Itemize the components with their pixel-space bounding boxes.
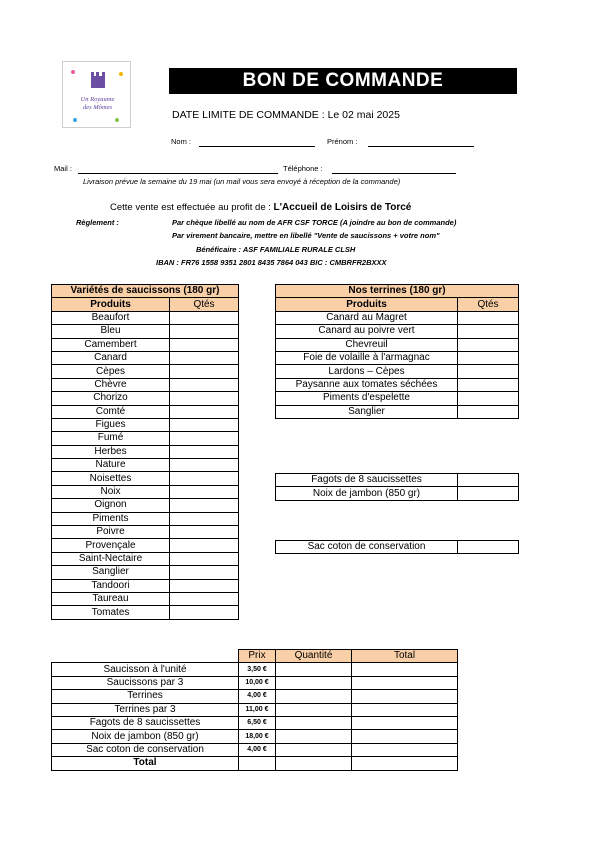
saucisson-product: Figues [52, 418, 170, 431]
table-row [52, 676, 458, 689]
page-title: BON DE COMMANDE [169, 68, 517, 94]
decor-dot-icon [119, 72, 123, 76]
total-quantity-cell[interactable] [276, 757, 352, 770]
table-row [276, 365, 519, 378]
saucisson-product: Tomates [52, 606, 170, 619]
terrine-product: Lardons – Cèpes [276, 365, 458, 378]
price-row-price: 4,00 € [239, 690, 276, 703]
saucisson-product: Beaufort [52, 311, 170, 324]
saucisson-product: Noisettes [52, 472, 170, 485]
saucisson-qty-cell[interactable] [170, 432, 239, 445]
saucisson-product: Bleu [52, 325, 170, 338]
table-row [276, 351, 519, 364]
table-row [52, 365, 239, 378]
price-row-quantity-cell[interactable] [276, 716, 352, 729]
table-row [52, 351, 239, 364]
table-row [52, 552, 239, 565]
price-row-total-cell[interactable] [352, 716, 458, 729]
terrine-product: Chevreuil [276, 338, 458, 351]
saucisson-qty-cell[interactable] [170, 405, 239, 418]
terrine-qty-cell[interactable] [458, 311, 519, 324]
table-row [52, 579, 239, 592]
bag-qty-cell[interactable] [458, 541, 519, 554]
bag-table [275, 540, 519, 554]
table-row [52, 459, 239, 472]
nom-label: Nom : [171, 137, 192, 146]
saucisson-product: Provençale [52, 539, 170, 552]
prices-col-total: Total [352, 650, 458, 663]
payment-virement: Par virement bancaire, mettre en libellé "Vente de saucissons + votre nom" [172, 231, 440, 240]
price-row-quantity-cell[interactable] [276, 663, 352, 676]
table-row [52, 392, 239, 405]
table-row [52, 499, 239, 512]
table-row [52, 472, 239, 485]
profit-line [110, 202, 411, 213]
prices-col-prix: Prix [239, 650, 276, 663]
saucissons-table [51, 284, 239, 620]
mail-field[interactable] [78, 173, 278, 174]
order-deadline: DATE LIMITE DE COMMANDE : Le 02 mai 2025 [172, 109, 400, 121]
saucisson-qty-cell[interactable] [170, 566, 239, 579]
saucisson-product: Saint-Nectaire [52, 552, 170, 565]
saucisson-qty-cell[interactable] [170, 526, 239, 539]
terrine-qty-cell[interactable] [458, 378, 519, 391]
price-row-total-cell[interactable] [352, 690, 458, 703]
saucisson-qty-cell[interactable] [170, 392, 239, 405]
table-row [52, 592, 239, 605]
table-row [52, 418, 239, 431]
terrine-qty-cell[interactable] [458, 405, 519, 418]
price-row-total-cell[interactable] [352, 743, 458, 756]
saucisson-product: Comté [52, 405, 170, 418]
prices-table [51, 649, 458, 771]
price-row-price: 10,00 € [239, 676, 276, 689]
saucisson-qty-cell[interactable] [170, 592, 239, 605]
price-row-label: Fagots de 8 saucissettes [52, 716, 239, 729]
table-row [52, 526, 239, 539]
saucisson-product: Nature [52, 459, 170, 472]
saucisson-product: Camembert [52, 338, 170, 351]
terrines-col-product: Produits [276, 298, 458, 311]
saucisson-product: Taureau [52, 592, 170, 605]
saucisson-qty-cell[interactable] [170, 365, 239, 378]
saucisson-qty-cell[interactable] [170, 472, 239, 485]
payment-iban: IBAN : FR76 1558 9351 2801 8435 7864 043 BIC : CMBRFR2BXXX [156, 258, 387, 267]
terrine-product: Canard au Magret [276, 311, 458, 324]
saucisson-product: Canard [52, 351, 170, 364]
total-amount-cell[interactable] [352, 757, 458, 770]
table-row [52, 730, 458, 743]
saucisson-product: Herbes [52, 445, 170, 458]
table-row [52, 338, 239, 351]
terrine-qty-cell[interactable] [458, 365, 519, 378]
decor-dot-icon [73, 118, 77, 122]
price-row-total-cell[interactable] [352, 730, 458, 743]
saucisson-product: Oignon [52, 499, 170, 512]
saucisson-product: Chorizo [52, 392, 170, 405]
terrine-product: Foie de volaille à l'armagnac [276, 351, 458, 364]
bag-product: Sac coton de conservation [276, 541, 458, 554]
table-row [52, 703, 458, 716]
table-row [52, 378, 239, 391]
saucisson-qty-cell[interactable] [170, 485, 239, 498]
logo-text-line1: Un Royaume [80, 96, 115, 103]
price-row-total-cell[interactable] [352, 676, 458, 689]
saucisson-qty-cell[interactable] [170, 418, 239, 431]
saucisson-qty-cell[interactable] [170, 512, 239, 525]
saucisson-qty-cell[interactable] [170, 351, 239, 364]
saucisson-qty-cell[interactable] [170, 552, 239, 565]
total-price-cell [239, 757, 276, 770]
saucisson-product: Chèvre [52, 378, 170, 391]
price-row-label: Saucisson à l'unité [52, 663, 239, 676]
saucisson-qty-cell[interactable] [170, 311, 239, 324]
price-row-price: 11,00 € [239, 703, 276, 716]
extra-product: Noix de jambon (850 gr) [276, 487, 458, 500]
terrine-product: Sanglier [276, 405, 458, 418]
terrine-qty-cell[interactable] [458, 392, 519, 405]
table-row [276, 405, 519, 418]
saucisson-product: Noix [52, 485, 170, 498]
price-row-price: 18,00 € [239, 730, 276, 743]
prenom-field[interactable] [368, 146, 474, 147]
terrine-product: Canard au poivre vert [276, 325, 458, 338]
price-row-quantity-cell[interactable] [276, 690, 352, 703]
castle-icon [91, 76, 105, 88]
table-row [276, 338, 519, 351]
terrine-qty-cell[interactable] [458, 325, 519, 338]
price-row-total-cell[interactable] [352, 703, 458, 716]
price-row-price: 4,00 € [239, 743, 276, 756]
table-row [52, 716, 458, 729]
saucisson-product: Cèpes [52, 365, 170, 378]
price-row-quantity-cell[interactable] [276, 743, 352, 756]
saucisson-qty-cell[interactable] [170, 606, 239, 619]
nom-field[interactable] [199, 146, 315, 147]
payment-label: Règlement : [76, 218, 119, 227]
table-row [276, 325, 519, 338]
table-row [52, 566, 239, 579]
terrine-qty-cell[interactable] [458, 338, 519, 351]
saucissons-col-qty: Qtés [170, 298, 239, 311]
table-row [52, 445, 239, 458]
table-row [52, 606, 239, 619]
price-row-label: Terrines par 3 [52, 703, 239, 716]
telephone-label: Téléphone : [283, 164, 323, 173]
table-row [276, 311, 519, 324]
table-row [52, 405, 239, 418]
terrines-table-title: Nos terrines (180 gr) [276, 285, 519, 298]
table-row [52, 690, 458, 703]
saucisson-product: Fumé [52, 432, 170, 445]
delivery-note: Livraison prévue la semaine du 19 mai (un mail vous sera envoyé à réception de la commande) [83, 177, 401, 186]
price-row-label: Sac coton de conservation [52, 743, 239, 756]
terrine-product: Paysanne aux tomates séchées [276, 378, 458, 391]
decor-dot-icon [115, 118, 119, 122]
saucisson-product: Poivre [52, 526, 170, 539]
extras-table [275, 473, 519, 501]
terrine-qty-cell[interactable] [458, 351, 519, 364]
price-row-label: Noix de jambon (850 gr) [52, 730, 239, 743]
table-row [52, 743, 458, 756]
total-label: Total [52, 757, 239, 770]
table-row [52, 432, 239, 445]
total-row [52, 757, 458, 770]
terrines-col-qty: Qtés [458, 298, 519, 311]
saucisson-product: Tandoori [52, 579, 170, 592]
table-row [52, 512, 239, 525]
prices-col-quantite: Quantité [276, 650, 352, 663]
table-row [52, 539, 239, 552]
saucisson-qty-cell[interactable] [170, 539, 239, 552]
table-row [52, 325, 239, 338]
price-row-label: Terrines [52, 690, 239, 703]
extra-product: Fagots de 8 saucissettes [276, 474, 458, 487]
list-item [276, 541, 519, 554]
price-row-price: 3,50 € [239, 663, 276, 676]
mail-label: Mail : [54, 164, 72, 173]
terrine-product: Piments d'espelette [276, 392, 458, 405]
saucissons-table-title: Variétés de saucissons (180 gr) [52, 285, 239, 298]
table-row [276, 378, 519, 391]
table-row [276, 392, 519, 405]
saucisson-qty-cell[interactable] [170, 579, 239, 592]
table-row [52, 663, 458, 676]
payment-beneficiaire: Bénéficaire : ASF FAMILIALE RURALE CLSH [196, 245, 356, 254]
price-row-quantity-cell[interactable] [276, 703, 352, 716]
profit-text: Cette vente est effectuée au profit de : [110, 202, 271, 213]
prenom-label: Prénom : [327, 137, 358, 146]
saucisson-qty-cell[interactable] [170, 445, 239, 458]
logo [62, 61, 131, 128]
extra-qty-cell[interactable] [458, 474, 519, 487]
saucisson-qty-cell[interactable] [170, 325, 239, 338]
table-row [52, 485, 239, 498]
price-row-label: Saucissons par 3 [52, 676, 239, 689]
decor-dot-icon [71, 70, 75, 74]
price-row-quantity-cell[interactable] [276, 730, 352, 743]
saucisson-product: Piments [52, 512, 170, 525]
table-row [276, 474, 519, 487]
saucisson-qty-cell[interactable] [170, 338, 239, 351]
price-row-quantity-cell[interactable] [276, 676, 352, 689]
saucissons-col-product: Produits [52, 298, 170, 311]
table-row [276, 487, 519, 500]
payment-cheque: Par chèque libellé au nom de AFR CSF TORCE (A joindre au bon de commande) [172, 218, 457, 227]
saucisson-qty-cell[interactable] [170, 459, 239, 472]
price-row-price: 6,50 € [239, 716, 276, 729]
telephone-field[interactable] [332, 173, 456, 174]
logo-text-line2: des Mômes [82, 104, 113, 111]
terrines-table [275, 284, 519, 419]
extra-qty-cell[interactable] [458, 487, 519, 500]
saucisson-qty-cell[interactable] [170, 378, 239, 391]
price-row-total-cell[interactable] [352, 663, 458, 676]
table-row [52, 311, 239, 324]
saucisson-product: Sanglier [52, 566, 170, 579]
profit-beneficiary: L'Accueil de Loisirs de Torcé [273, 202, 412, 213]
saucisson-qty-cell[interactable] [170, 499, 239, 512]
